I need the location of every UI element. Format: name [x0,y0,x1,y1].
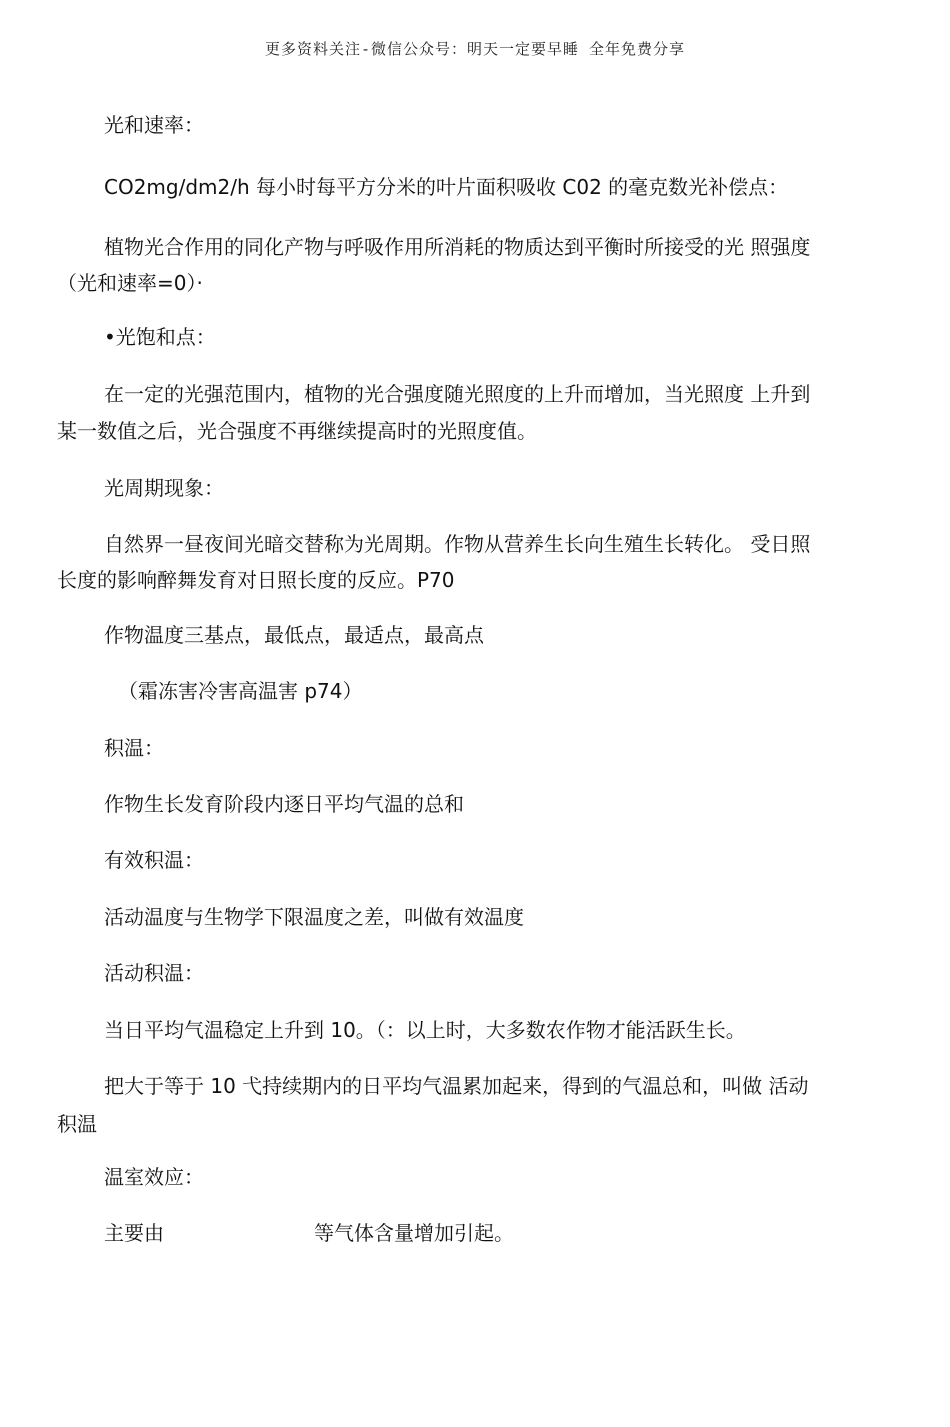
paragraph-co2-unit: CO2mg/dm2/h 每小时每平方分米的叶片面积吸收 C02 的毫克数光补偿点： [104,175,789,199]
heading-light-saturation: •光饱和点： [104,325,216,349]
paragraph-temperature-damage: （霜冻害冷害高温害 p74） [118,679,363,703]
heading-accumulated-temperature: 积温： [104,736,164,760]
heading-effective-accumulated-temperature: 有效积温： [104,848,204,872]
paragraph-active-accumulated-2: 积温 [57,1112,97,1136]
heading-photosynthetic-rate: 光和速率： [104,113,204,137]
paragraph-active-temperature: 当日平均气温稳定上升到 10。（：以上时，大多数农作物才能活跃生长。 [104,1018,746,1042]
page-header: 更多资料关注-微信公众号：明天一定要早睡 全年免费分享 [264,40,686,58]
paragraph-effective-temperature: 活动温度与生物学下限温度之差，叫做有效温度 [104,905,524,929]
paragraph-greenhouse-cause [104,1218,514,1248]
heading-greenhouse-effect: 温室效应： [104,1165,204,1189]
paragraph-cardinal-temperatures: 作物温度三基点，最低点，最适点，最高点 [104,623,484,647]
greenhouse-cause-lead: 主要由 [104,1221,164,1245]
greenhouse-cause-tail: 等气体含量增加引起。 [314,1221,514,1245]
heading-active-accumulated-temperature: 活动积温： [104,961,204,985]
heading-photoperiodism: 光周期现象： [104,476,224,500]
paragraph-active-accumulated-1: 把大于等于 10 弋持续期内的日平均气温累加起来，得到的气温总和，叫做 活动 [104,1074,809,1098]
paragraph-light-saturation-1: 在一定的光强范围内，植物的光合强度随光照度的上升而增加，当光照度 上升到 [104,382,811,406]
paragraph-compensation-point-2: （光和速率=0）· [57,271,203,295]
paragraph-photoperiod-1: 自然界一昼夜间光暗交替称为光周期。作物从营养生长向生殖生长转化。 受日照 [104,532,811,556]
paragraph-compensation-point-1: 植物光合作用的同化产物与呼吸作用所消耗的物质达到平衡时所接受的光 照强度 [104,235,811,259]
paragraph-light-saturation-2: 某一数值之后，光合强度不再继续提高时的光照度值。 [57,419,537,443]
paragraph-photoperiod-2: 长度的影响醉舞发育对日照长度的反应。P70 [57,568,455,592]
paragraph-accumulated-temperature: 作物生长发育阶段内逐日平均气温的总和 [104,792,464,816]
